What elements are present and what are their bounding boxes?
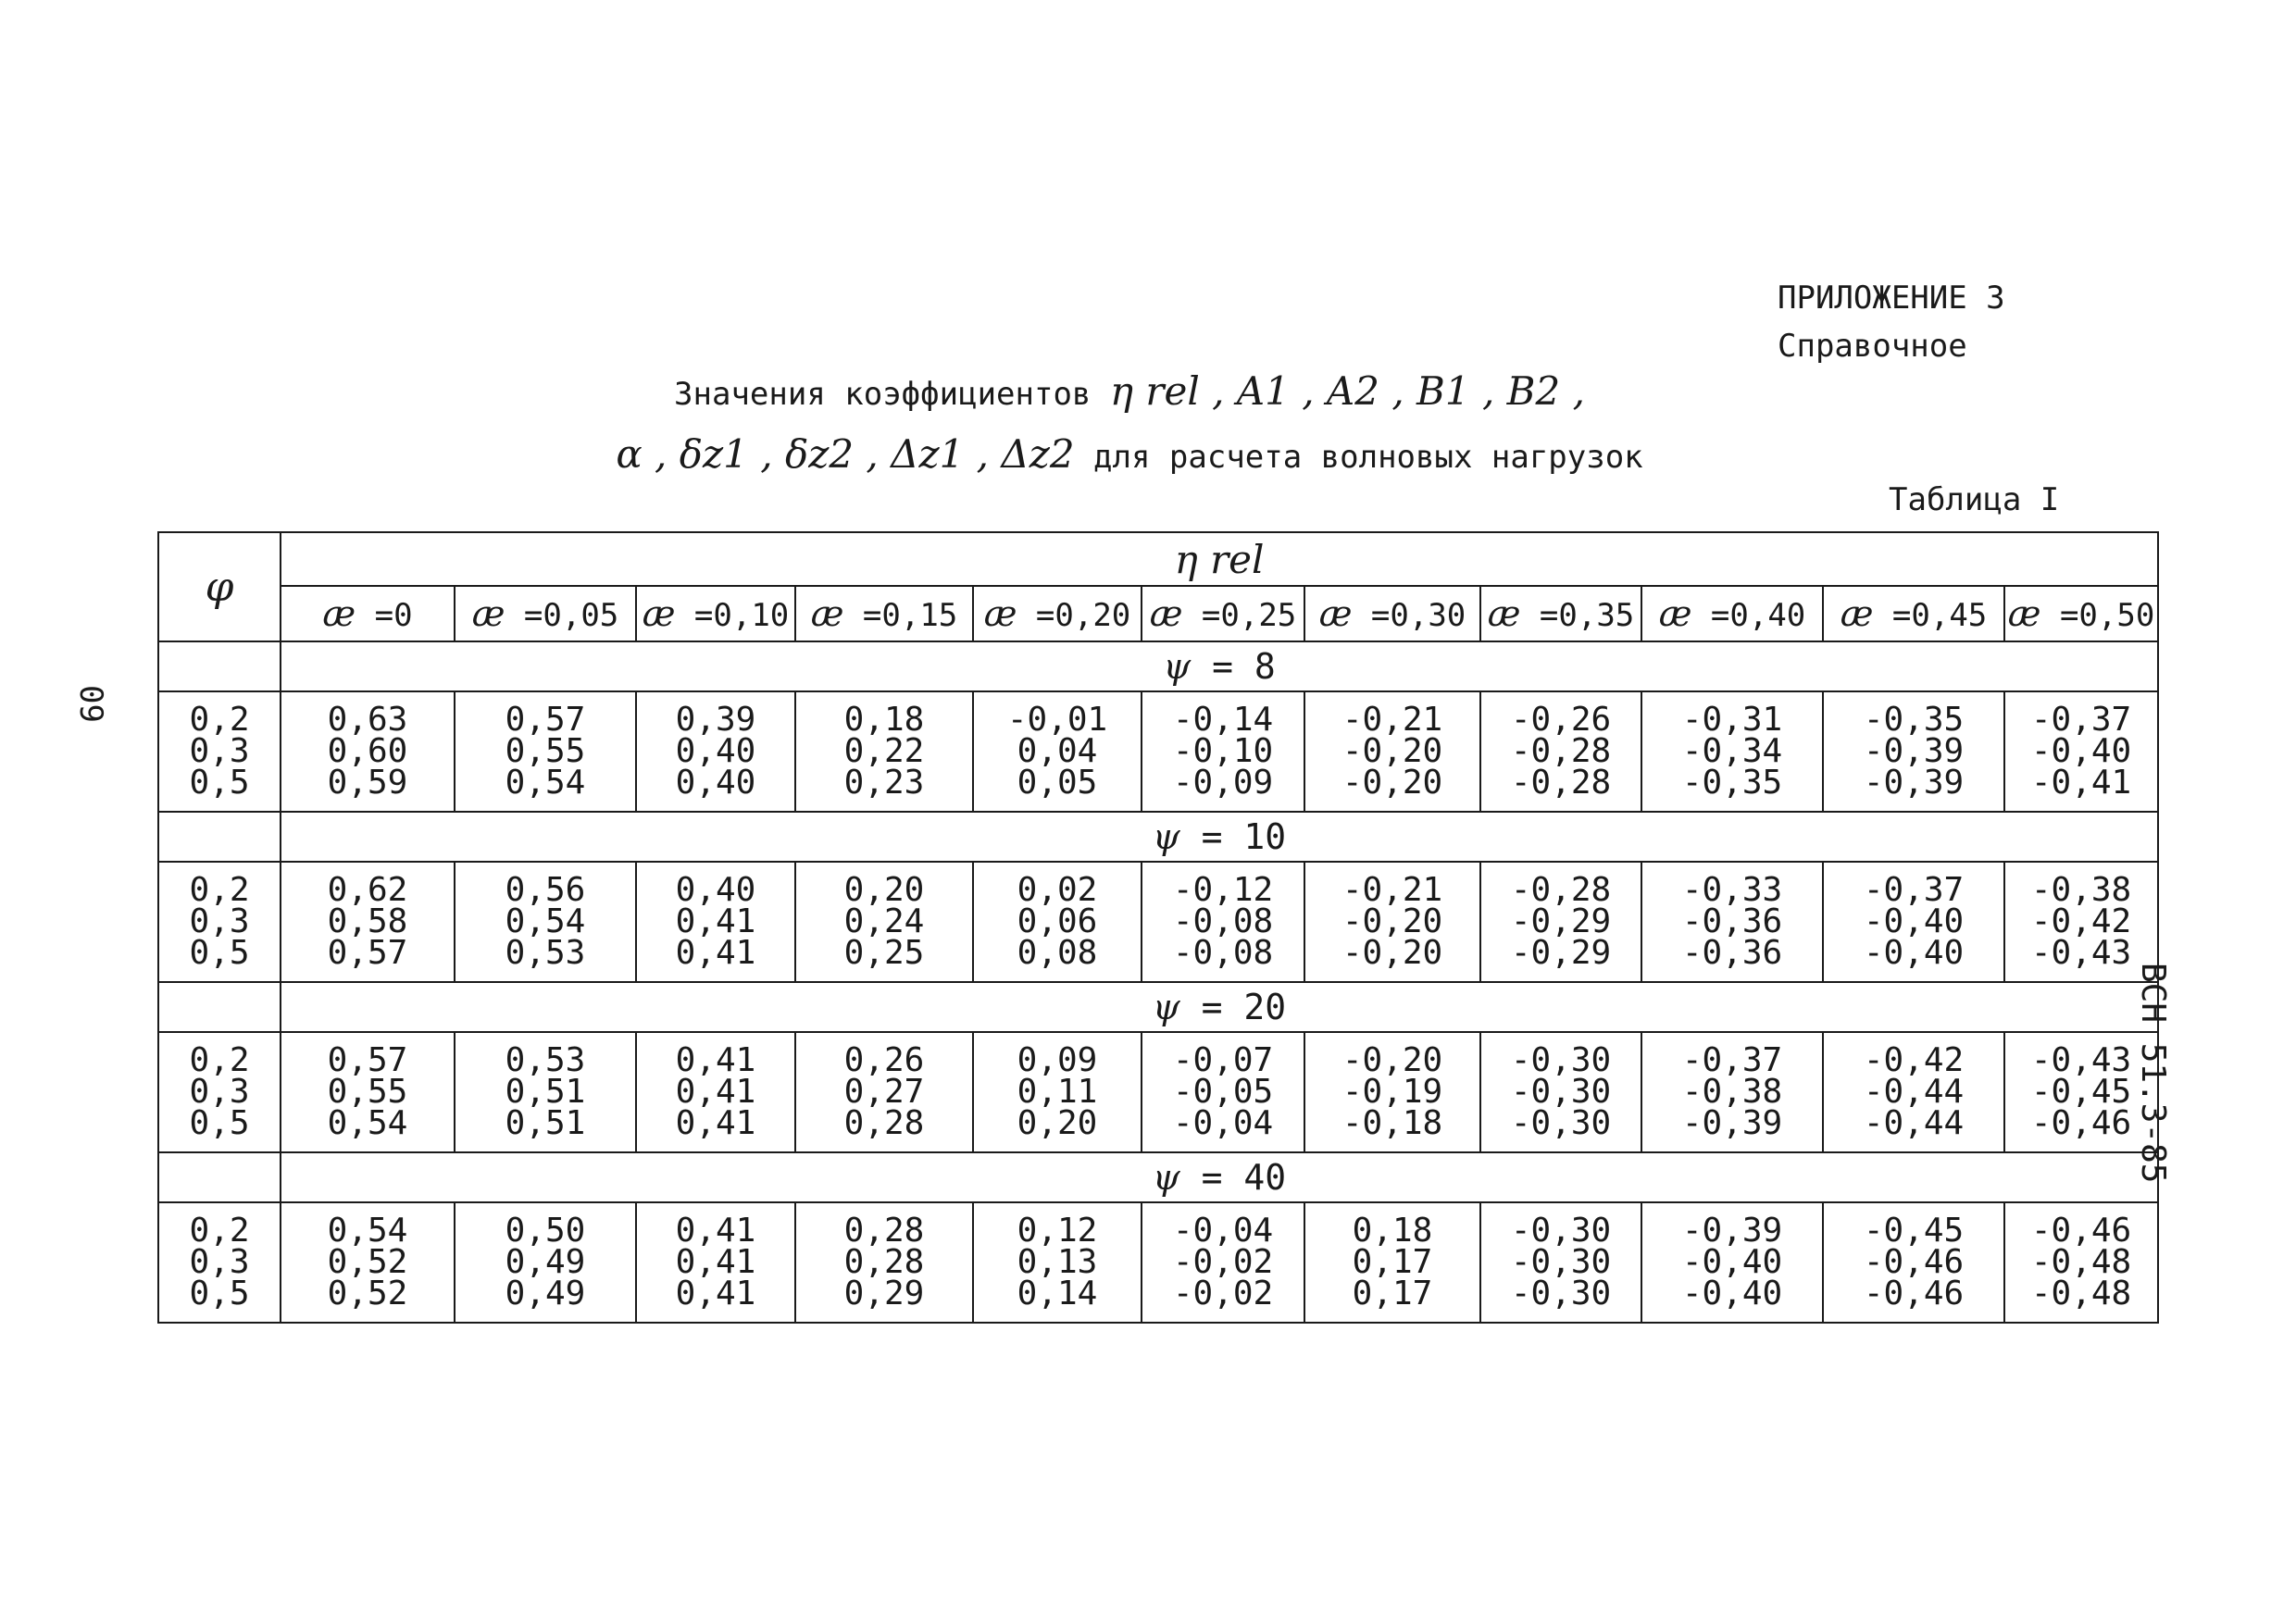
appendix-block — [1778, 274, 2005, 370]
kappa-symbol: æ — [322, 593, 356, 634]
coefficient-value: -0,12 — [1172, 871, 1274, 909]
value-cell — [1304, 862, 1480, 982]
coefficient-value: 0,49 — [505, 1243, 586, 1281]
value-cell — [636, 1202, 795, 1323]
heading-purpose: для расчета волновых нагрузок — [1093, 439, 1643, 476]
coefficient-value: 0,54 — [505, 902, 586, 940]
coefficient-value: 0,49 — [505, 1275, 586, 1312]
kappa-value: =0,15 — [862, 597, 958, 634]
values-row — [158, 862, 2158, 982]
coefficient-value: -0,29 — [1510, 902, 1612, 940]
phi-value: 0,2 — [189, 871, 250, 909]
coefficient-value: 0,54 — [327, 1212, 408, 1250]
coefficient-value: -0,20 — [1341, 934, 1443, 972]
coefficient-value: 0,55 — [505, 732, 586, 770]
coefficient-value: -0,42 — [2030, 902, 2132, 940]
coefficient-value: -0,39 — [1681, 1212, 1783, 1250]
value-cell — [795, 1202, 973, 1323]
value-cell — [455, 862, 636, 982]
coefficient-value: 0,41 — [675, 934, 756, 972]
phi-value: 0,5 — [189, 764, 250, 802]
coefficient-value: -0,21 — [1341, 871, 1443, 909]
heading-text: Значения коэффициентов — [674, 376, 1092, 413]
kappa-value: =0,45 — [1891, 597, 1988, 634]
coefficient-value: 0,40 — [675, 764, 756, 802]
document-number: ВСН 51.3-85 — [2134, 963, 2172, 1184]
value-cell — [1823, 691, 2004, 812]
coefficient-value: -0,37 — [2030, 701, 2132, 739]
coefficient-value: 0,12 — [1017, 1212, 1098, 1250]
kappa-header-1 — [455, 586, 636, 641]
coefficient-value: 0,22 — [843, 732, 925, 770]
kappa-symbol: æ — [1840, 593, 1874, 634]
psi-row — [158, 1152, 2158, 1202]
value-cell — [281, 1032, 455, 1152]
value-cell — [1641, 1202, 1823, 1323]
psi-symbol: ψ — [1152, 1157, 1180, 1198]
coefficient-value: 0,20 — [1017, 1104, 1098, 1142]
coefficient-value: -0,39 — [1863, 764, 1965, 802]
coefficient-value: -0,30 — [1510, 1275, 1612, 1312]
coefficient-value: 0,08 — [1017, 934, 1098, 972]
coefficient-value: 0,18 — [1352, 1212, 1433, 1250]
coefficient-value: -0,02 — [1172, 1275, 1274, 1312]
coefficient-value: -0,40 — [1681, 1275, 1783, 1312]
kappa-header-3 — [795, 586, 973, 641]
coefficient-value: -0,46 — [1863, 1243, 1965, 1281]
coefficient-value: -0,20 — [1341, 764, 1443, 802]
psi-row — [158, 641, 2158, 691]
coefficient-value: 0,53 — [505, 1041, 586, 1079]
phi-values — [158, 691, 281, 812]
kappa-header-7 — [1480, 586, 1641, 641]
value-cell — [1142, 1202, 1304, 1323]
coefficient-value: -0,38 — [2030, 871, 2132, 909]
coefficient-value: -0,19 — [1341, 1073, 1443, 1111]
value-cell — [1304, 691, 1480, 812]
phi-value: 0,2 — [189, 1041, 250, 1079]
phi-value: 0,3 — [189, 902, 250, 940]
coefficient-value: 0,05 — [1017, 764, 1098, 802]
coefficient-value: -0,29 — [1510, 934, 1612, 972]
coefficient-value: -0,40 — [1863, 934, 1965, 972]
psi-value: = 10 — [1201, 816, 1287, 857]
coefficient-value: -0,35 — [1681, 764, 1783, 802]
coefficient-value: 0,23 — [843, 764, 925, 802]
phi-values — [158, 1032, 281, 1152]
table-label: Таблица I — [1889, 481, 2060, 518]
value-cell — [2004, 1032, 2158, 1152]
coefficient-value: 0,54 — [327, 1104, 408, 1142]
value-cell — [1304, 1032, 1480, 1152]
coefficient-value: 0,41 — [675, 902, 756, 940]
coefficient-value: 0,09 — [1017, 1041, 1098, 1079]
phi-value: 0,5 — [189, 1275, 250, 1312]
coefficient-value: 0,53 — [505, 934, 586, 972]
coefficient-value: -0,35 — [1863, 701, 1965, 739]
values-row — [158, 1032, 2158, 1152]
psi-label — [281, 1152, 2158, 1202]
psi-value: = 8 — [1212, 646, 1276, 687]
coefficient-value: 0,63 — [327, 701, 408, 739]
coefficient-value: -0,04 — [1172, 1212, 1274, 1250]
value-cell — [973, 1032, 1142, 1152]
coefficient-value: -0,20 — [1341, 902, 1443, 940]
kappa-symbol: æ — [1318, 593, 1353, 634]
coefficient-value: 0,25 — [843, 934, 925, 972]
coefficients-table — [157, 531, 2159, 1324]
coefficient-value: -0,28 — [1510, 764, 1612, 802]
coefficient-value: 0,26 — [843, 1041, 925, 1079]
coefficient-value: -0,39 — [1863, 732, 1965, 770]
coefficient-value: 0,52 — [327, 1243, 408, 1281]
psi-value: = 20 — [1201, 987, 1287, 1027]
value-cell — [973, 862, 1142, 982]
coefficient-value: 0,02 — [1017, 871, 1098, 909]
values-row — [158, 691, 2158, 812]
coefficient-value: -0,43 — [2030, 934, 2132, 972]
coefficient-value: -0,30 — [1510, 1212, 1612, 1250]
coefficient-value: -0,02 — [1172, 1243, 1274, 1281]
coefficient-value: -0,46 — [2030, 1104, 2132, 1142]
kappa-header-5 — [1142, 586, 1304, 641]
coefficient-value: -0,10 — [1172, 732, 1274, 770]
coefficient-value: -0,30 — [1510, 1073, 1612, 1111]
coefficient-value: -0,30 — [1510, 1104, 1612, 1142]
phi-value: 0,3 — [189, 1243, 250, 1281]
psi-row — [158, 812, 2158, 862]
value-cell — [1823, 862, 2004, 982]
coefficient-value: -0,44 — [1863, 1073, 1965, 1111]
phi-value: 0,2 — [189, 701, 250, 739]
psi-row-spacer — [158, 1152, 281, 1202]
coefficient-value: 0,57 — [505, 701, 586, 739]
coefficient-value: -0,48 — [2030, 1275, 2132, 1312]
coefficient-value: -0,33 — [1681, 871, 1783, 909]
value-cell — [636, 1032, 795, 1152]
kappa-symbol: æ — [471, 593, 505, 634]
appendix-subtitle: Справочное — [1778, 328, 1967, 365]
psi-value: = 40 — [1201, 1157, 1287, 1198]
kappa-value: =0 — [374, 597, 413, 634]
value-cell — [1823, 1202, 2004, 1323]
value-cell — [636, 862, 795, 982]
coefficient-value: -0,14 — [1172, 701, 1274, 739]
coefficient-value: -0,08 — [1172, 934, 1274, 972]
coefficient-value: -0,20 — [1341, 732, 1443, 770]
heading-symbols-2: α , δz1 , δz2 , Δz1 , Δz2 — [616, 431, 1075, 477]
value-cell — [455, 1032, 636, 1152]
coefficient-value: -0,28 — [1510, 871, 1612, 909]
value-cell — [281, 862, 455, 982]
page-number: 09 — [72, 685, 109, 723]
coefficient-value: -0,36 — [1681, 934, 1783, 972]
coefficient-value: 0,17 — [1352, 1275, 1433, 1312]
coefficient-value: -0,38 — [1681, 1073, 1783, 1111]
coefficient-value: 0,56 — [505, 871, 586, 909]
coefficient-value: 0,41 — [675, 1104, 756, 1142]
coefficient-value: 0,17 — [1352, 1243, 1433, 1281]
kappa-value: =0,25 — [1201, 597, 1297, 634]
coefficient-value: -0,07 — [1172, 1041, 1274, 1079]
coefficient-value: 0,41 — [675, 1275, 756, 1312]
coefficient-value: -0,30 — [1510, 1243, 1612, 1281]
coefficient-value: -0,42 — [1863, 1041, 1965, 1079]
value-cell — [1480, 862, 1641, 982]
coefficient-value: 0,41 — [675, 1212, 756, 1250]
value-cell — [1641, 862, 1823, 982]
value-cell — [1823, 1032, 2004, 1152]
psi-row-spacer — [158, 812, 281, 862]
value-cell — [1142, 691, 1304, 812]
kappa-value: =0,30 — [1370, 597, 1466, 634]
coefficient-value: 0,39 — [675, 701, 756, 739]
value-cell — [1641, 691, 1823, 812]
coefficient-value: 0,41 — [675, 1073, 756, 1111]
coefficient-value: 0,28 — [843, 1243, 925, 1281]
coefficient-value: -0,01 — [1006, 701, 1108, 739]
value-cell — [2004, 862, 2158, 982]
kappa-symbol: æ — [1658, 593, 1692, 634]
coefficient-value: -0,21 — [1341, 701, 1443, 739]
coefficient-value: -0,43 — [2030, 1041, 2132, 1079]
kappa-value: =0,40 — [1710, 597, 1806, 634]
coefficient-value: -0,18 — [1341, 1104, 1443, 1142]
psi-label — [281, 812, 2158, 862]
coefficient-value: -0,46 — [1863, 1275, 1965, 1312]
values-row — [158, 1202, 2158, 1323]
phi-value: 0,2 — [189, 1212, 250, 1250]
value-cell — [281, 1202, 455, 1323]
kappa-header-0 — [281, 586, 455, 641]
kappa-value: =0,05 — [523, 597, 619, 634]
coefficient-value: 0,41 — [675, 1243, 756, 1281]
coefficient-value: 0,51 — [505, 1073, 586, 1111]
coefficient-value: 0,11 — [1017, 1073, 1098, 1111]
coefficient-value: -0,09 — [1172, 764, 1274, 802]
kappa-header-10 — [2004, 586, 2158, 641]
coefficient-value: 0,40 — [675, 871, 756, 909]
coefficient-value: 0,55 — [327, 1073, 408, 1111]
value-cell — [1480, 1202, 1641, 1323]
coefficient-value: -0,40 — [1863, 902, 1965, 940]
value-cell — [795, 691, 973, 812]
coefficient-value: 0,57 — [327, 934, 408, 972]
coefficient-value: -0,34 — [1681, 732, 1783, 770]
coefficient-value: -0,41 — [2030, 764, 2132, 802]
kappa-header-6 — [1304, 586, 1480, 641]
phi-values — [158, 1202, 281, 1323]
heading-line-1 — [463, 368, 1796, 414]
kappa-value: =0,50 — [2059, 597, 2155, 634]
coefficient-value: -0,45 — [1863, 1212, 1965, 1250]
coefficient-value: -0,04 — [1172, 1104, 1274, 1142]
coefficient-value: 0,18 — [843, 701, 925, 739]
kappa-symbol: æ — [983, 593, 1017, 634]
coefficient-value: 0,59 — [327, 764, 408, 802]
coefficient-value: 0,40 — [675, 732, 756, 770]
coefficient-value: -0,08 — [1172, 902, 1274, 940]
phi-value: 0,5 — [189, 934, 250, 972]
value-cell — [2004, 1202, 2158, 1323]
coefficient-value: 0,52 — [327, 1275, 408, 1312]
coefficient-value: 0,28 — [843, 1212, 925, 1250]
coefficient-value: 0,04 — [1017, 732, 1098, 770]
psi-row-spacer — [158, 641, 281, 691]
coefficient-value: 0,62 — [327, 871, 408, 909]
coefficient-value: -0,37 — [1863, 871, 1965, 909]
kappa-header-9 — [1823, 586, 2004, 641]
kappa-header-8 — [1641, 586, 1823, 641]
value-cell — [1480, 1032, 1641, 1152]
coefficient-value: 0,60 — [327, 732, 408, 770]
eta-rel-header: η rel — [281, 532, 2158, 586]
coefficient-value: -0,37 — [1681, 1041, 1783, 1079]
kappa-symbol: æ — [1149, 593, 1183, 634]
phi-values — [158, 862, 281, 982]
coefficient-value: 0,58 — [327, 902, 408, 940]
phi-value: 0,5 — [189, 1104, 250, 1142]
coefficient-value: -0,48 — [2030, 1243, 2132, 1281]
phi-value: 0,3 — [189, 1073, 250, 1111]
kappa-symbol: æ — [810, 593, 844, 634]
coefficient-value: 0,28 — [843, 1104, 925, 1142]
coefficient-value: -0,44 — [1863, 1104, 1965, 1142]
value-cell — [973, 691, 1142, 812]
psi-row-spacer — [158, 982, 281, 1032]
phi-value: 0,3 — [189, 732, 250, 770]
value-cell — [795, 1032, 973, 1152]
kappa-symbol: æ — [2007, 593, 2041, 634]
coefficient-value: -0,05 — [1172, 1073, 1274, 1111]
psi-label — [281, 982, 2158, 1032]
coefficient-value: 0,41 — [675, 1041, 756, 1079]
coefficient-value: -0,30 — [1510, 1041, 1612, 1079]
appendix-title: ПРИЛОЖЕНИЕ 3 — [1778, 280, 2005, 317]
value-cell — [795, 862, 973, 982]
psi-symbol: ψ — [1163, 646, 1192, 687]
coefficient-value: 0,51 — [505, 1104, 586, 1142]
coefficient-value: -0,40 — [1681, 1243, 1783, 1281]
value-cell — [1641, 1032, 1823, 1152]
coefficient-value: 0,29 — [843, 1275, 925, 1312]
coefficient-value: -0,20 — [1341, 1041, 1443, 1079]
kappa-header-4 — [973, 586, 1142, 641]
value-cell — [455, 691, 636, 812]
value-cell — [1480, 691, 1641, 812]
psi-symbol: ψ — [1152, 816, 1180, 857]
value-cell — [1304, 1202, 1480, 1323]
value-cell — [455, 1202, 636, 1323]
kappa-header-2 — [636, 586, 795, 641]
kappa-value: =0,10 — [693, 597, 790, 634]
coefficient-value: -0,31 — [1681, 701, 1783, 739]
kappa-symbol: æ — [642, 593, 676, 634]
coefficient-value: -0,36 — [1681, 902, 1783, 940]
coefficient-value: 0,27 — [843, 1073, 925, 1111]
coefficient-value: 0,50 — [505, 1212, 586, 1250]
coefficient-value: -0,28 — [1510, 732, 1612, 770]
coefficient-value: 0,54 — [505, 764, 586, 802]
coefficient-value: 0,14 — [1017, 1275, 1098, 1312]
psi-symbol: ψ — [1152, 987, 1180, 1027]
coefficient-value: -0,45 — [2030, 1073, 2132, 1111]
value-cell — [2004, 691, 2158, 812]
psi-label — [281, 641, 2158, 691]
coefficient-value: 0,24 — [843, 902, 925, 940]
phi-header: φ — [158, 532, 281, 641]
value-cell — [973, 1202, 1142, 1323]
coefficient-value: -0,26 — [1510, 701, 1612, 739]
coefficient-value: 0,57 — [327, 1041, 408, 1079]
kappa-value: =0,20 — [1035, 597, 1131, 634]
heading-symbols-1: η rel , A1 , A2 , B1 , B2 , — [1109, 368, 1585, 414]
coefficient-value: -0,40 — [2030, 732, 2132, 770]
kappa-value: =0,35 — [1539, 597, 1635, 634]
kappa-symbol: æ — [1487, 593, 1521, 634]
coefficient-value: -0,39 — [1681, 1104, 1783, 1142]
value-cell — [1142, 862, 1304, 982]
heading-line-2 — [463, 431, 1796, 477]
coefficient-value: 0,20 — [843, 871, 925, 909]
value-cell — [1142, 1032, 1304, 1152]
coefficient-value: 0,13 — [1017, 1243, 1098, 1281]
psi-row — [158, 982, 2158, 1032]
coefficient-value: 0,06 — [1017, 902, 1098, 940]
value-cell — [636, 691, 795, 812]
value-cell — [281, 691, 455, 812]
coefficient-value: -0,46 — [2030, 1212, 2132, 1250]
